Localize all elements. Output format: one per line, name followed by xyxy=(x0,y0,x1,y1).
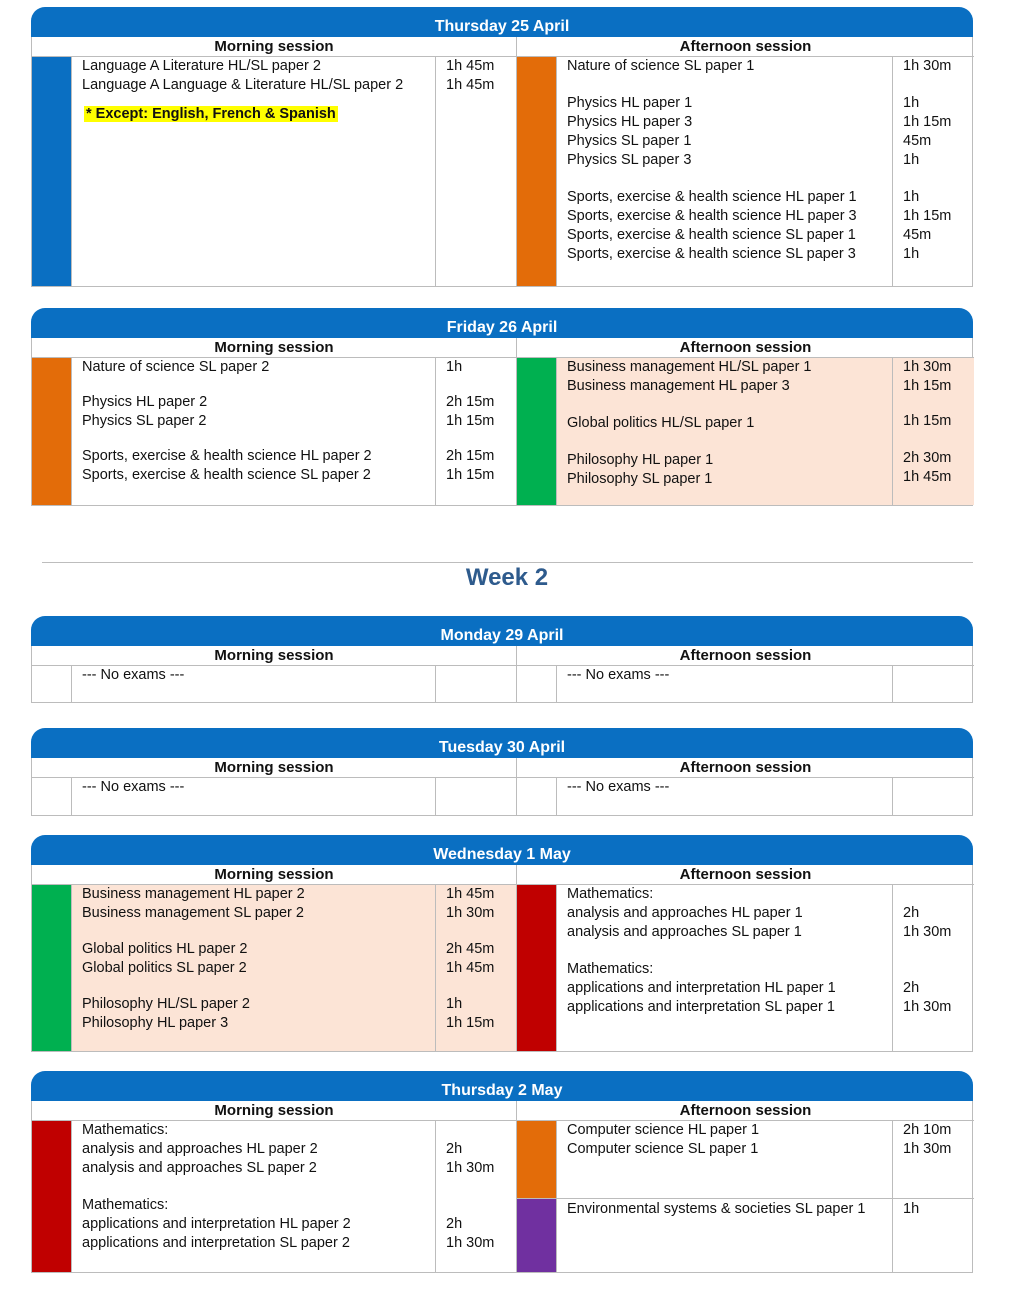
exam-duration: 45m xyxy=(903,133,932,149)
morning-durations xyxy=(436,358,517,505)
morning-durations xyxy=(436,1121,517,1272)
no-exams-text: --- No exams --- xyxy=(82,667,185,683)
exam-subject: Global politics SL paper 2 xyxy=(82,960,247,976)
exam-subject: analysis and approaches HL paper 1 xyxy=(567,905,803,921)
exam-duration: 2h 10m xyxy=(903,1122,952,1138)
exam-group-heading: Mathematics: xyxy=(82,1197,169,1213)
exam-group-heading: Mathematics: xyxy=(567,961,654,977)
exam-subject: Physics HL paper 3 xyxy=(567,114,693,130)
exam-subject: Sports, exercise & health science SL paper 1 xyxy=(567,227,856,243)
day-title: Monday 29 April xyxy=(31,616,973,646)
morning-subjects xyxy=(72,358,436,505)
afternoon-session-label: Afternoon session xyxy=(517,1101,974,1121)
morning-subjects xyxy=(72,666,436,702)
afternoon-durations xyxy=(893,358,974,505)
afternoon-durations xyxy=(893,666,974,702)
afternoon-durations xyxy=(893,885,974,1051)
subject-color-bar xyxy=(32,778,72,815)
exam-subject: Physics HL paper 1 xyxy=(567,95,693,111)
afternoon-subjects xyxy=(557,1198,893,1272)
morning-subjects xyxy=(72,1121,436,1272)
exam-duration: 1h 30m xyxy=(446,1160,495,1176)
exam-duration: 1h 30m xyxy=(446,905,495,921)
subject-color-bar xyxy=(517,57,557,286)
exam-duration: 1h 45m xyxy=(446,960,495,976)
subject-color-bar xyxy=(517,1198,557,1272)
exam-duration: 1h 30m xyxy=(903,999,952,1015)
exam-duration: 2h xyxy=(446,1141,463,1157)
subject-color-bar xyxy=(517,1121,557,1198)
morning-session-label: Morning session xyxy=(32,646,517,666)
exam-subject: Business management SL paper 2 xyxy=(82,905,304,921)
morning-durations xyxy=(436,57,517,286)
morning-durations xyxy=(436,885,517,1051)
exam-duration: 1h 30m xyxy=(903,359,952,375)
exam-subject: Physics SL paper 3 xyxy=(567,152,692,168)
day-title: Friday 26 April xyxy=(31,308,973,338)
subject-color-bar xyxy=(32,885,72,1051)
exam-subject: applications and interpretation HL paper 1 xyxy=(567,980,836,996)
exam-subject: Environmental systems & societies SL paper 1 xyxy=(567,1201,866,1217)
exam-subject: Sports, exercise & health science HL paper 3 xyxy=(567,208,857,224)
week-divider xyxy=(42,562,973,563)
exam-subject: applications and interpretation SL paper 1 xyxy=(567,999,835,1015)
exam-subject: applications and interpretation HL paper 2 xyxy=(82,1216,351,1232)
exam-subject: Philosophy HL paper 1 xyxy=(567,452,714,468)
exam-duration: 1h 30m xyxy=(903,1141,952,1157)
afternoon-session-label: Afternoon session xyxy=(517,646,974,666)
exam-subject: Business management HL paper 3 xyxy=(567,378,790,394)
exam-subject: Business management HL paper 2 xyxy=(82,886,305,902)
exam-duration: 1h xyxy=(903,246,920,262)
exam-duration: 1h 15m xyxy=(903,114,952,130)
afternoon-session-label: Afternoon session xyxy=(517,865,974,885)
exam-subject: applications and interpretation SL paper 2 xyxy=(82,1235,350,1251)
exam-duration: 1h 30m xyxy=(446,1235,495,1251)
exception-note: * Except: English, French & Spanish xyxy=(86,106,336,122)
exam-duration: 1h 15m xyxy=(903,378,952,394)
exam-subject: Nature of science SL paper 2 xyxy=(82,359,270,375)
exam-duration: 2h xyxy=(903,905,920,921)
exam-duration: 2h 45m xyxy=(446,941,495,957)
morning-session-label: Morning session xyxy=(32,1101,517,1121)
week-heading: Week 2 xyxy=(465,564,549,591)
morning-session-label: Morning session xyxy=(32,865,517,885)
exam-subject: Nature of science SL paper 1 xyxy=(567,58,755,74)
subject-color-bar xyxy=(517,885,557,1051)
exam-duration: 1h 15m xyxy=(446,413,495,429)
exam-subject: Physics HL paper 2 xyxy=(82,394,208,410)
afternoon-session-label: Afternoon session xyxy=(517,37,974,57)
exam-subject: Global politics HL/SL paper 1 xyxy=(567,415,755,431)
no-exams-text: --- No exams --- xyxy=(567,779,670,795)
day-table-thu-2-may xyxy=(31,1071,973,1273)
exam-subject: Global politics HL paper 2 xyxy=(82,941,248,957)
exam-duration: 2h 30m xyxy=(903,450,952,466)
subject-color-bar xyxy=(32,57,72,286)
exam-duration: 1h 45m xyxy=(446,886,495,902)
exam-duration: 1h 45m xyxy=(903,469,952,485)
exam-duration: 2h xyxy=(446,1216,463,1232)
no-exams-text: --- No exams --- xyxy=(567,667,670,683)
day-table-fri-26-apr xyxy=(31,308,973,506)
afternoon-subjects xyxy=(557,57,893,286)
subject-color-bar xyxy=(32,666,72,702)
exam-subject: Business management HL/SL paper 1 xyxy=(567,359,812,375)
exam-duration: 1h 15m xyxy=(446,1015,495,1031)
day-title: Wednesday 1 May xyxy=(31,835,973,865)
exam-group-heading: Mathematics: xyxy=(567,886,654,902)
morning-subjects xyxy=(72,778,436,815)
afternoon-durations xyxy=(893,1121,974,1198)
subject-color-bar xyxy=(517,666,557,702)
subject-color-bar xyxy=(517,358,557,505)
no-exams-text: --- No exams --- xyxy=(82,779,185,795)
day-table-tue-30-apr xyxy=(31,728,973,816)
day-title: Thursday 25 April xyxy=(31,7,973,37)
exam-duration: 2h 15m xyxy=(446,448,495,464)
exam-duration: 1h 15m xyxy=(903,413,952,429)
afternoon-subjects xyxy=(557,885,893,1051)
morning-subjects xyxy=(72,57,436,286)
morning-durations xyxy=(436,778,517,815)
exam-duration: 1h 15m xyxy=(446,467,495,483)
afternoon-durations xyxy=(893,1198,974,1272)
exam-subject: analysis and approaches SL paper 1 xyxy=(567,924,802,940)
subject-color-bar xyxy=(32,1121,72,1272)
exam-subject: Philosophy HL paper 3 xyxy=(82,1015,229,1031)
exam-duration: 1h xyxy=(446,996,463,1012)
exam-duration: 2h xyxy=(903,980,920,996)
exam-duration: 1h xyxy=(446,359,463,375)
exam-duration: 2h 15m xyxy=(446,394,495,410)
exam-subject: Sports, exercise & health science HL paper 2 xyxy=(82,448,372,464)
exam-duration: 1h xyxy=(903,189,920,205)
exam-subject: Language A Literature HL/SL paper 2 xyxy=(82,58,321,74)
exam-subject: Sports, exercise & health science SL paper 2 xyxy=(82,467,371,483)
exam-subject: Physics SL paper 1 xyxy=(567,133,692,149)
day-title: Thursday 2 May xyxy=(31,1071,973,1101)
exam-duration: 1h 45m xyxy=(446,58,495,74)
morning-session-label: Morning session xyxy=(32,338,517,358)
day-table-thu-25-apr xyxy=(31,7,973,287)
exam-subject: Computer science SL paper 1 xyxy=(567,1141,759,1157)
exam-subject: Philosophy HL/SL paper 2 xyxy=(82,996,250,1012)
exam-subject: Philosophy SL paper 1 xyxy=(567,471,713,487)
afternoon-subjects xyxy=(557,778,893,815)
subject-color-bar xyxy=(517,778,557,815)
exam-subject: Language A Language & Literature HL/SL paper 2 xyxy=(82,77,404,93)
exam-duration: 1h 30m xyxy=(903,924,952,940)
exam-duration: 45m xyxy=(903,227,932,243)
morning-subjects xyxy=(72,885,436,1051)
exam-duration: 1h xyxy=(903,1201,920,1217)
exam-duration: 1h 45m xyxy=(446,77,495,93)
exam-subject: Sports, exercise & health science SL paper 3 xyxy=(567,246,856,262)
exam-subject: Sports, exercise & health science HL paper 1 xyxy=(567,189,857,205)
day-table-mon-29-apr xyxy=(31,616,973,703)
afternoon-session-label: Afternoon session xyxy=(517,338,974,358)
morning-session-label: Morning session xyxy=(32,37,517,57)
exam-subject: Computer science HL paper 1 xyxy=(567,1122,760,1138)
exam-duration: 1h xyxy=(903,152,920,168)
exam-group-heading: Mathematics: xyxy=(82,1122,169,1138)
exam-duration: 1h 30m xyxy=(903,58,952,74)
exam-subject: Physics SL paper 2 xyxy=(82,413,207,429)
day-table-wed-1-may xyxy=(31,835,973,1052)
afternoon-subjects xyxy=(557,1121,893,1198)
exam-subject: analysis and approaches HL paper 2 xyxy=(82,1141,318,1157)
morning-durations xyxy=(436,666,517,702)
afternoon-subjects xyxy=(557,666,893,702)
exam-subject: analysis and approaches SL paper 2 xyxy=(82,1160,317,1176)
exam-duration: 1h xyxy=(903,95,920,111)
exam-duration: 1h 15m xyxy=(903,208,952,224)
afternoon-durations xyxy=(893,57,974,286)
subject-color-bar xyxy=(32,358,72,505)
afternoon-durations xyxy=(893,778,974,815)
day-title: Tuesday 30 April xyxy=(31,728,973,758)
afternoon-session-label: Afternoon session xyxy=(517,758,974,778)
afternoon-subjects xyxy=(557,358,893,505)
morning-session-label: Morning session xyxy=(32,758,517,778)
